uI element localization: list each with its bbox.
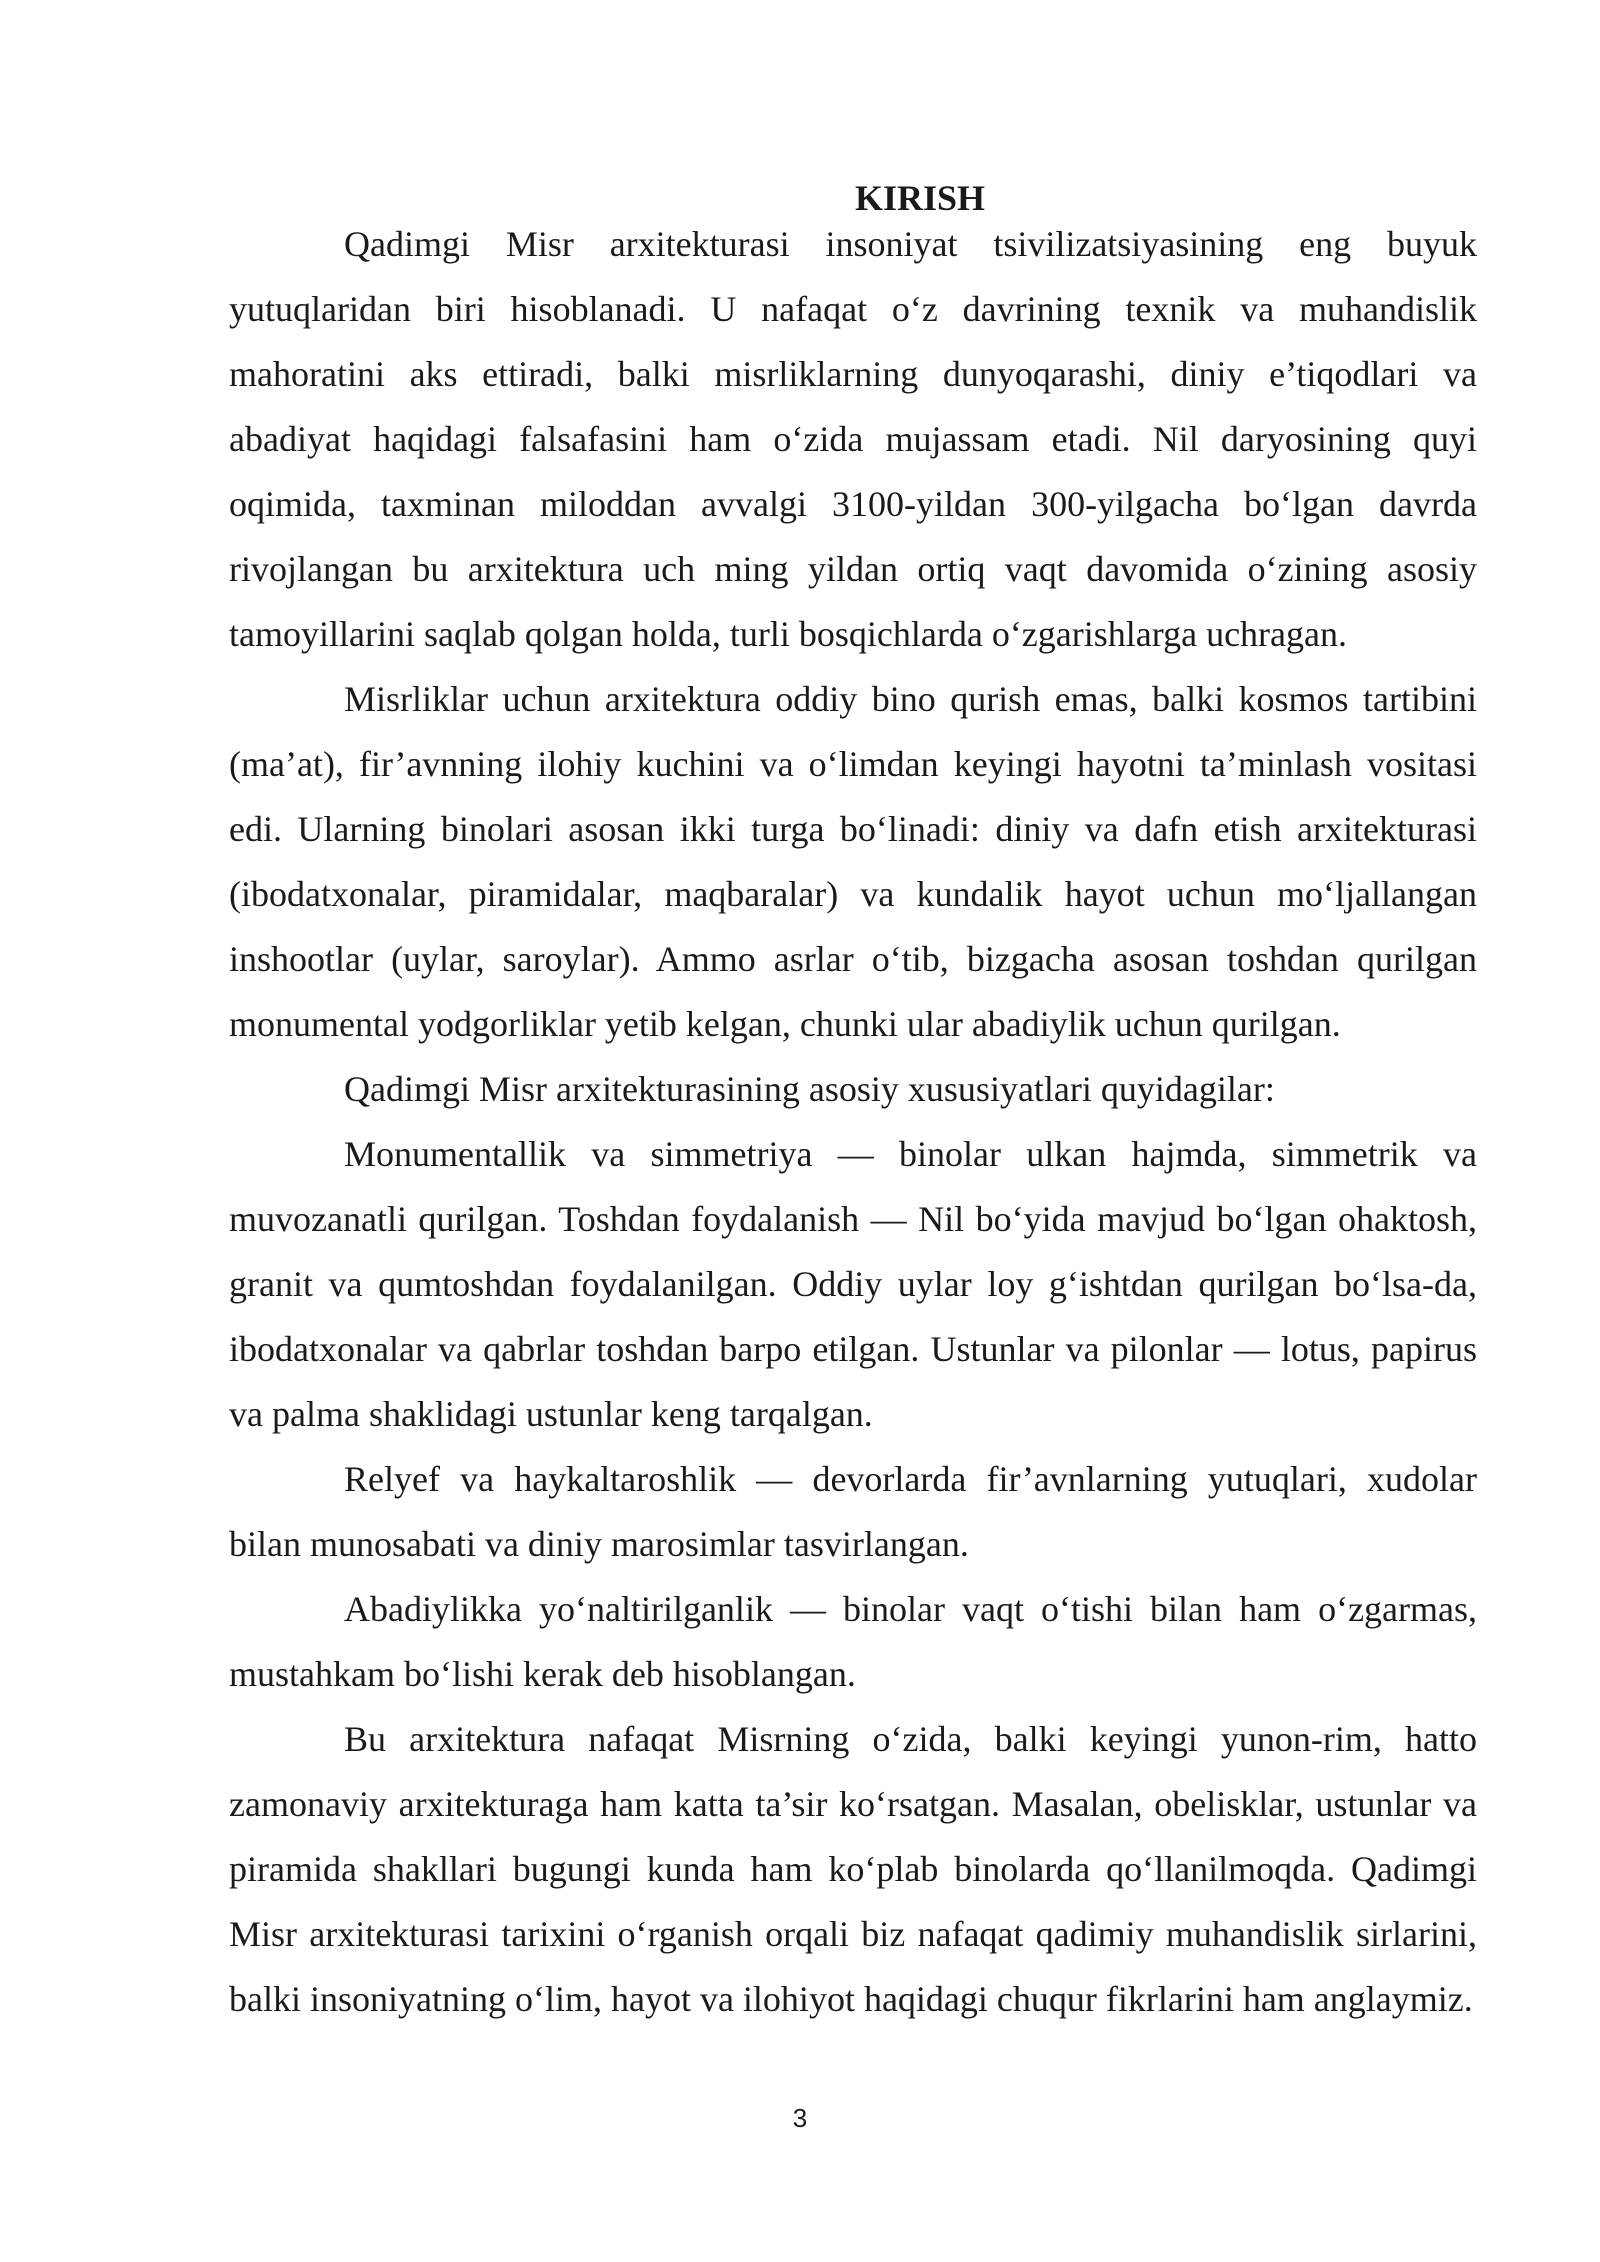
paragraph-purpose: Misrliklar uchun arxitektura oddiy bino qurish emas, balki kosmos tartibini (ma’at), fir’avnning ilohiy kuchini va o‘limdan keyingi hayotni ta’minlash vositasi edi. Ularning binolari asosan ikki turga bo‘linadi: diniy va dafn etish arxitekturasi (ibodatxonalar, piramidalar, maqbaralar) va kundalik hayot uchun mo‘ljallangan inshootlar (uylar, saroylar). Ammo asrlar o‘tib, bizgacha asosan toshdan qurilgan monumental yodgorliklar yetib kelgan, chunki ular abadiylik uchun qurilgan.: [229, 679, 1477, 1044]
page-title: KIRISH: [854, 178, 986, 219]
paragraph-features-lead: Qadimgi Misr arxitekturasining asosiy xususiyatlari quyidagilar:: [344, 1069, 1275, 1109]
paragraph-influence: Bu arxitektura nafaqat Misrning o‘zida, balki keyingi yunon-rim, hatto zamonaviy arxitekturaga ham katta ta’sir ko‘rsatgan. Masalan, obelisklar, ustunlar va piramida shakllari bugungi kunda ham ko‘plab binolarda qo‘llanilmoqda. Qadimgi Misr arxitekturasi tarixini o‘rganish orqali biz nafaqat qadimiy muhandislik sirlarini, balki insoniyatning o‘lim, hayot va ilohiyot haqidagi chuqur fikrlarini ham anglaymiz.: [229, 1719, 1477, 2019]
paragraph-eternity: Abadiylikka yo‘naltirilganlik — binolar vaqt o‘tishi bilan ham o‘zgarmas, mustahkam bo‘lishi kerak deb hisoblangan.: [229, 1589, 1477, 1694]
paragraph-monumentality: Monumentallik va simmetriya — binolar ulkan hajmda, simmetrik va muvozanatli qurilgan. Toshdan foydalanish — Nil bo‘yida mavjud bo‘lgan ohaktosh, granit va qumtoshdan foydalanilgan. Oddiy uylar loy g‘ishtdan qurilgan bo‘lsa-da, ibodatxonalar va qabrlar toshdan barpo etilgan. Ustunlar va pilonlar — lotus, papirus va palma shaklidagi ustunlar keng tarqalgan.: [229, 1134, 1477, 1434]
page-number: 3: [792, 2103, 808, 2133]
body-text: [229, 212, 1477, 2032]
paragraph-intro: Qadimgi Misr arxitekturasi insoniyat tsivilizatsiyasining eng buyuk yutuqlaridan biri hisoblanadi. U nafaqat o‘z davrining texnik va muhandislik mahoratini aks ettiradi, balki misrliklarning dunyoqarashi, diniy e’tiqodlari va abadiyat haqidagi falsafasini ham o‘zida mujassam etadi. Nil daryosining quyi oqimida, taxminan miloddan avvalgi 3100-yildan 300-yilgacha bo‘lgan davrda rivojlangan bu arxitektura uch ming yildan ortiq vaqt davomida o‘zining asosiy tamoyillarini saqlab qolgan holda, turli bosqichlarda o‘zgarishlarga uchragan.: [229, 224, 1477, 654]
paragraph-relief: Relyef va haykaltaroshlik — devorlarda fir’avnlarning yutuqlari, xudolar bilan munosabati va diniy marosimlar tasvirlangan.: [229, 1459, 1477, 1564]
